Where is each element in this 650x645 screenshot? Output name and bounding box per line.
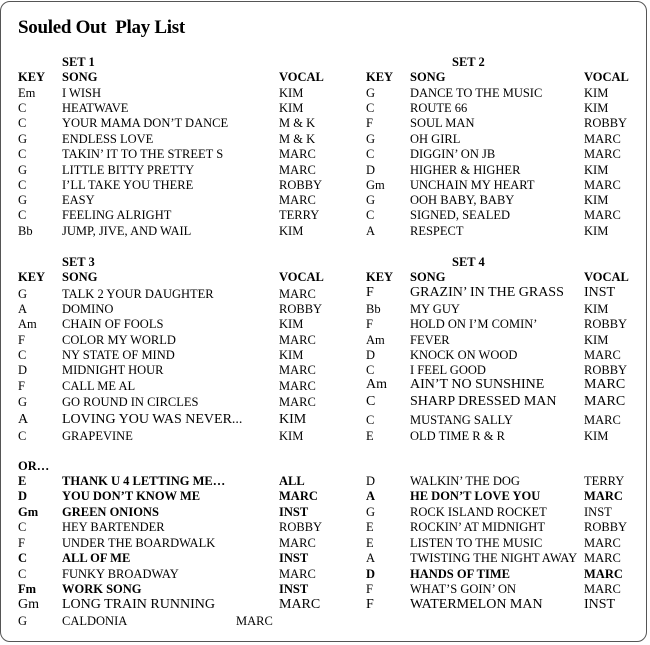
or-right-row-song: ROCKIN’ AT MIDNIGHT	[410, 520, 545, 534]
set4-row-key: Bb	[366, 302, 381, 316]
set1-row-key: G	[18, 132, 28, 146]
or-right-row-song: HANDS OF TIME	[410, 567, 511, 581]
set2-row-key: G	[366, 86, 376, 100]
or-left-row-key: Gm	[18, 505, 39, 519]
set1-row-vocal: M & K	[279, 116, 316, 130]
set3-row-song: DOMINO	[62, 302, 114, 316]
set4-row-vocal: MARC	[584, 413, 621, 427]
set3-row-song: COLOR MY WORLD	[62, 333, 176, 347]
or-right-row-song: WHAT’S GOIN’ ON	[410, 582, 516, 596]
set3-row-song: CALL ME AL	[62, 379, 136, 393]
or-left-row-key: F	[18, 536, 25, 550]
set1-row-vocal: M & K	[279, 132, 316, 146]
or-right-row-key: F	[366, 597, 374, 612]
set1-row-song: EASY	[62, 193, 95, 207]
set2-row-song: DANCE TO THE MUSIC	[410, 86, 543, 100]
set4-row-key: C	[366, 363, 375, 377]
set1-row-vocal: MARC	[279, 147, 316, 161]
set1-row-key: C	[18, 178, 27, 192]
set3-row-vocal: KIM	[279, 429, 304, 443]
set3-row-song: GRAPEVINE	[62, 429, 133, 443]
set4-row-key: E	[366, 429, 374, 443]
or-right-row-key: A	[366, 551, 376, 565]
set3-row-vocal: MARC	[279, 395, 316, 409]
set1-row-song: I’LL TAKE YOU THERE	[62, 178, 194, 192]
set2-row-song: RESPECT	[410, 224, 464, 238]
set3-row-vocal: KIM	[279, 412, 307, 427]
or-left-row-key: Fm	[18, 582, 37, 596]
set4-row-song: OLD TIME R & R	[410, 429, 505, 443]
set3-row-key: D	[18, 363, 28, 377]
or-left-row-song: CALDONIA	[62, 614, 128, 628]
set1-row-song: ENDLESS LOVE	[62, 132, 154, 146]
set3-row-vocal: MARC	[279, 363, 316, 377]
or-left-row-song: ALL OF ME	[62, 551, 131, 565]
set4-row-key: C	[366, 394, 376, 409]
or-left-row-vocal: INST	[279, 505, 309, 519]
or-right-row-vocal: MARC	[584, 551, 621, 565]
set4-row-key: Am	[366, 377, 387, 392]
set2-row-key: Gm	[366, 178, 385, 192]
set3-row-key: F	[18, 333, 25, 347]
set2-row-song: ROUTE 66	[410, 101, 468, 115]
set1-row-song: HEATWAVE	[62, 101, 129, 115]
set1-row-key: C	[18, 101, 27, 115]
set4-row-key: D	[366, 348, 376, 362]
set4-row-song: GRAZIN’ IN THE GRASS	[410, 285, 564, 300]
or-right-row-song: LISTEN TO THE MUSIC	[410, 536, 543, 550]
set4-row-key: F	[366, 285, 374, 300]
set4-row-key: C	[366, 413, 375, 427]
set4-row-vocal: MARC	[584, 348, 621, 362]
or-left-row-vocal: MARC	[279, 536, 316, 550]
set1-row-vocal: KIM	[279, 224, 304, 238]
set2-row-vocal: KIM	[584, 163, 609, 177]
or-right-row-key: E	[366, 520, 374, 534]
set2-row-song: DIGGIN’ ON JB	[410, 147, 496, 161]
or-left-row-song: THANK U 4 LETTING ME…	[62, 474, 226, 488]
set4-row-vocal: KIM	[584, 302, 609, 316]
set3-row-song: GO ROUND IN CIRCLES	[62, 395, 199, 409]
set3-song-header: SONG	[62, 270, 98, 284]
set4-song-header: SONG	[410, 270, 446, 284]
or-left-row-song: WORK SONG	[62, 582, 142, 596]
or-left-row-vocal: ALL	[279, 474, 305, 488]
set4-row-vocal: ROBBY	[584, 317, 628, 331]
set1-vocal-header: VOCAL	[279, 70, 324, 84]
set4-row-song: MY GUY	[410, 302, 460, 316]
or-left-row-key: C	[18, 567, 27, 581]
set2-row-song: OH GIRL	[410, 132, 461, 146]
set1-row-song: FEELING ALRIGHT	[62, 208, 172, 222]
set3-row-vocal: KIM	[279, 348, 304, 362]
set4-row-song: SHARP DRESSED MAN	[410, 394, 557, 409]
or-left-row-key: D	[18, 489, 28, 503]
set1-row-song: YOUR MAMA DON’T DANCE	[62, 116, 229, 130]
set4-row-vocal: MARC	[584, 394, 626, 409]
set1-row-vocal: MARC	[279, 193, 316, 207]
set1-label: SET 1	[62, 55, 95, 69]
set4-label: SET 4	[452, 255, 485, 269]
or-right-row-vocal: MARC	[584, 489, 623, 503]
set2-row-vocal: ROBBY	[584, 116, 628, 130]
or-right-row-vocal: MARC	[584, 567, 623, 581]
or-left-row-song: HEY BARTENDER	[62, 520, 165, 534]
set4-row-song: HOLD ON I’M COMIN’	[410, 317, 538, 331]
or-right-row-key: D	[366, 474, 376, 488]
set2-row-song: SIGNED, SEALED	[410, 208, 510, 222]
or-left-row-vocal: MARC	[279, 489, 318, 503]
or-left-row-vocal: MARC	[279, 597, 321, 612]
or-left-row-key: G	[18, 614, 28, 628]
set2-label: SET 2	[452, 55, 485, 69]
set2-key-header: KEY	[366, 70, 394, 84]
or-left-row-key: E	[18, 474, 27, 488]
set1-row-song: JUMP, JIVE, AND WAIL	[62, 224, 192, 238]
set2-row-key: F	[366, 116, 373, 130]
or-right-row-key: G	[366, 505, 376, 519]
set2-row-key: A	[366, 224, 376, 238]
set1-row-vocal: MARC	[279, 163, 316, 177]
set1-row-key: Bb	[18, 224, 33, 238]
set3-row-vocal: MARC	[279, 287, 316, 301]
set3-key-header: KEY	[18, 270, 46, 284]
set4-row-song: FEVER	[410, 333, 450, 347]
set1-row-key: C	[18, 208, 27, 222]
set3-row-song: CHAIN OF FOOLS	[62, 317, 164, 331]
set4-row-song: AIN’T NO SUNSHINE	[410, 377, 545, 392]
or-right-row-vocal: INST	[584, 505, 612, 519]
or-right-row-vocal: MARC	[584, 582, 621, 596]
set2-vocal-header: VOCAL	[584, 70, 629, 84]
set3-row-song: LOVING YOU WAS NEVER...	[62, 412, 243, 427]
set2-row-song: SOUL MAN	[410, 116, 475, 130]
set3-row-song: TALK 2 YOUR DAUGHTER	[62, 287, 214, 301]
set1-row-vocal: ROBBY	[279, 178, 323, 192]
or-right-row-vocal: INST	[584, 597, 616, 612]
or-right-row-song: TWISTING THE NIGHT AWAY	[410, 551, 578, 565]
set3-row-key: A	[18, 412, 29, 427]
set2-row-song: HIGHER & HIGHER	[410, 163, 521, 177]
or-left-row-vocal: INST	[279, 551, 309, 565]
set4-row-vocal: ROBBY	[584, 363, 628, 377]
set1-key-header: KEY	[18, 70, 46, 84]
set3-row-key: Am	[18, 317, 37, 331]
set2-row-vocal: MARC	[584, 208, 621, 222]
set4-row-vocal: KIM	[584, 429, 609, 443]
set1-row-key: C	[18, 116, 27, 130]
set4-row-song: KNOCK ON WOOD	[410, 348, 518, 362]
or-right-row-key: D	[366, 567, 376, 581]
set3-row-vocal: MARC	[279, 333, 316, 347]
set1-row-key: Em	[18, 86, 36, 100]
set1-row-vocal: KIM	[279, 101, 304, 115]
or-left-row-vocal: ROBBY	[279, 520, 323, 534]
set4-row-song: I FEEL GOOD	[410, 363, 486, 377]
set2-row-vocal: KIM	[584, 86, 609, 100]
set3-row-key: C	[18, 348, 27, 362]
or-left-row-vocal: INST	[279, 582, 309, 596]
set1-row-song: I WISH	[62, 86, 102, 100]
set1-row-vocal: TERRY	[279, 208, 320, 222]
or-left-row-song: GREEN ONIONS	[62, 505, 159, 519]
set4-row-key: F	[366, 317, 373, 331]
page-title: Souled Out Play List	[18, 17, 185, 38]
set2-song-header: SONG	[410, 70, 446, 84]
set1-row-key: G	[18, 193, 28, 207]
set1-row-vocal: KIM	[279, 86, 304, 100]
set1-row-key: G	[18, 163, 28, 177]
set3-row-key: G	[18, 287, 28, 301]
set2-row-song: OOH BABY, BABY	[410, 193, 515, 207]
or-right-row-song: HE DON’T LOVE YOU	[410, 489, 541, 503]
or-right-row-vocal: TERRY	[584, 474, 625, 488]
set2-row-key: C	[366, 101, 375, 115]
or-left-row-song: YOU DON’T KNOW ME	[62, 489, 201, 503]
set3-row-key: G	[18, 395, 28, 409]
set2-row-song: UNCHAIN MY HEART	[410, 178, 535, 192]
set2-row-key: D	[366, 163, 376, 177]
set2-row-vocal: MARC	[584, 132, 621, 146]
or-right-row-key: A	[366, 489, 376, 503]
or-right-row-song: ROCK ISLAND ROCKET	[410, 505, 547, 519]
set4-key-header: KEY	[366, 270, 394, 284]
or-label: OR…	[18, 459, 50, 473]
set4-row-vocal: INST	[584, 285, 616, 300]
set2-row-key: C	[366, 147, 375, 161]
set1-row-song: TAKIN’ IT TO THE STREET S	[62, 147, 224, 161]
or-left-row-key: Gm	[18, 597, 39, 612]
set1-row-key: C	[18, 147, 27, 161]
set2-row-vocal: MARC	[584, 147, 621, 161]
set4-row-song: MUSTANG SALLY	[410, 413, 513, 427]
set2-row-vocal: KIM	[584, 101, 609, 115]
set3-row-vocal: KIM	[279, 317, 304, 331]
set3-row-vocal: ROBBY	[279, 302, 323, 316]
or-right-row-vocal: MARC	[584, 536, 621, 550]
set2-row-key: G	[366, 132, 376, 146]
set2-row-vocal: MARC	[584, 178, 621, 192]
set2-row-vocal: KIM	[584, 224, 609, 238]
set2-row-key: C	[366, 208, 375, 222]
set4-row-vocal: KIM	[584, 333, 609, 347]
or-left-row-key: C	[18, 520, 27, 534]
set2-row-key: G	[366, 193, 376, 207]
or-left-row-song: LONG TRAIN RUNNING	[62, 597, 215, 612]
set4-row-vocal: MARC	[584, 377, 626, 392]
or-right-row-vocal: ROBBY	[584, 520, 628, 534]
set3-row-key: C	[18, 429, 27, 443]
set4-vocal-header: VOCAL	[584, 270, 629, 284]
set1-song-header: SONG	[62, 70, 98, 84]
or-left-row-vocal: MARC	[279, 567, 316, 581]
or-right-row-key: E	[366, 536, 374, 550]
or-left-row-vocal: MARC	[236, 614, 273, 628]
or-right-row-song: WALKIN’ THE DOG	[410, 474, 520, 488]
set3-row-song: MIDNIGHT HOUR	[62, 363, 164, 377]
or-right-row-song: WATERMELON MAN	[410, 597, 543, 612]
set2-row-vocal: KIM	[584, 193, 609, 207]
set3-row-key: F	[18, 379, 25, 393]
set1-row-song: LITTLE BITTY PRETTY	[62, 163, 195, 177]
set3-label: SET 3	[62, 255, 95, 269]
set3-row-vocal: MARC	[279, 379, 316, 393]
set3-row-song: NY STATE OF MIND	[62, 348, 175, 362]
set3-row-key: A	[18, 302, 28, 316]
or-left-row-key: C	[18, 551, 28, 565]
or-right-row-key: F	[366, 582, 373, 596]
or-left-row-song: UNDER THE BOARDWALK	[62, 536, 216, 550]
or-left-row-song: FUNKY BROADWAY	[62, 567, 179, 581]
set4-row-key: Am	[366, 333, 385, 347]
set3-vocal-header: VOCAL	[279, 270, 324, 284]
